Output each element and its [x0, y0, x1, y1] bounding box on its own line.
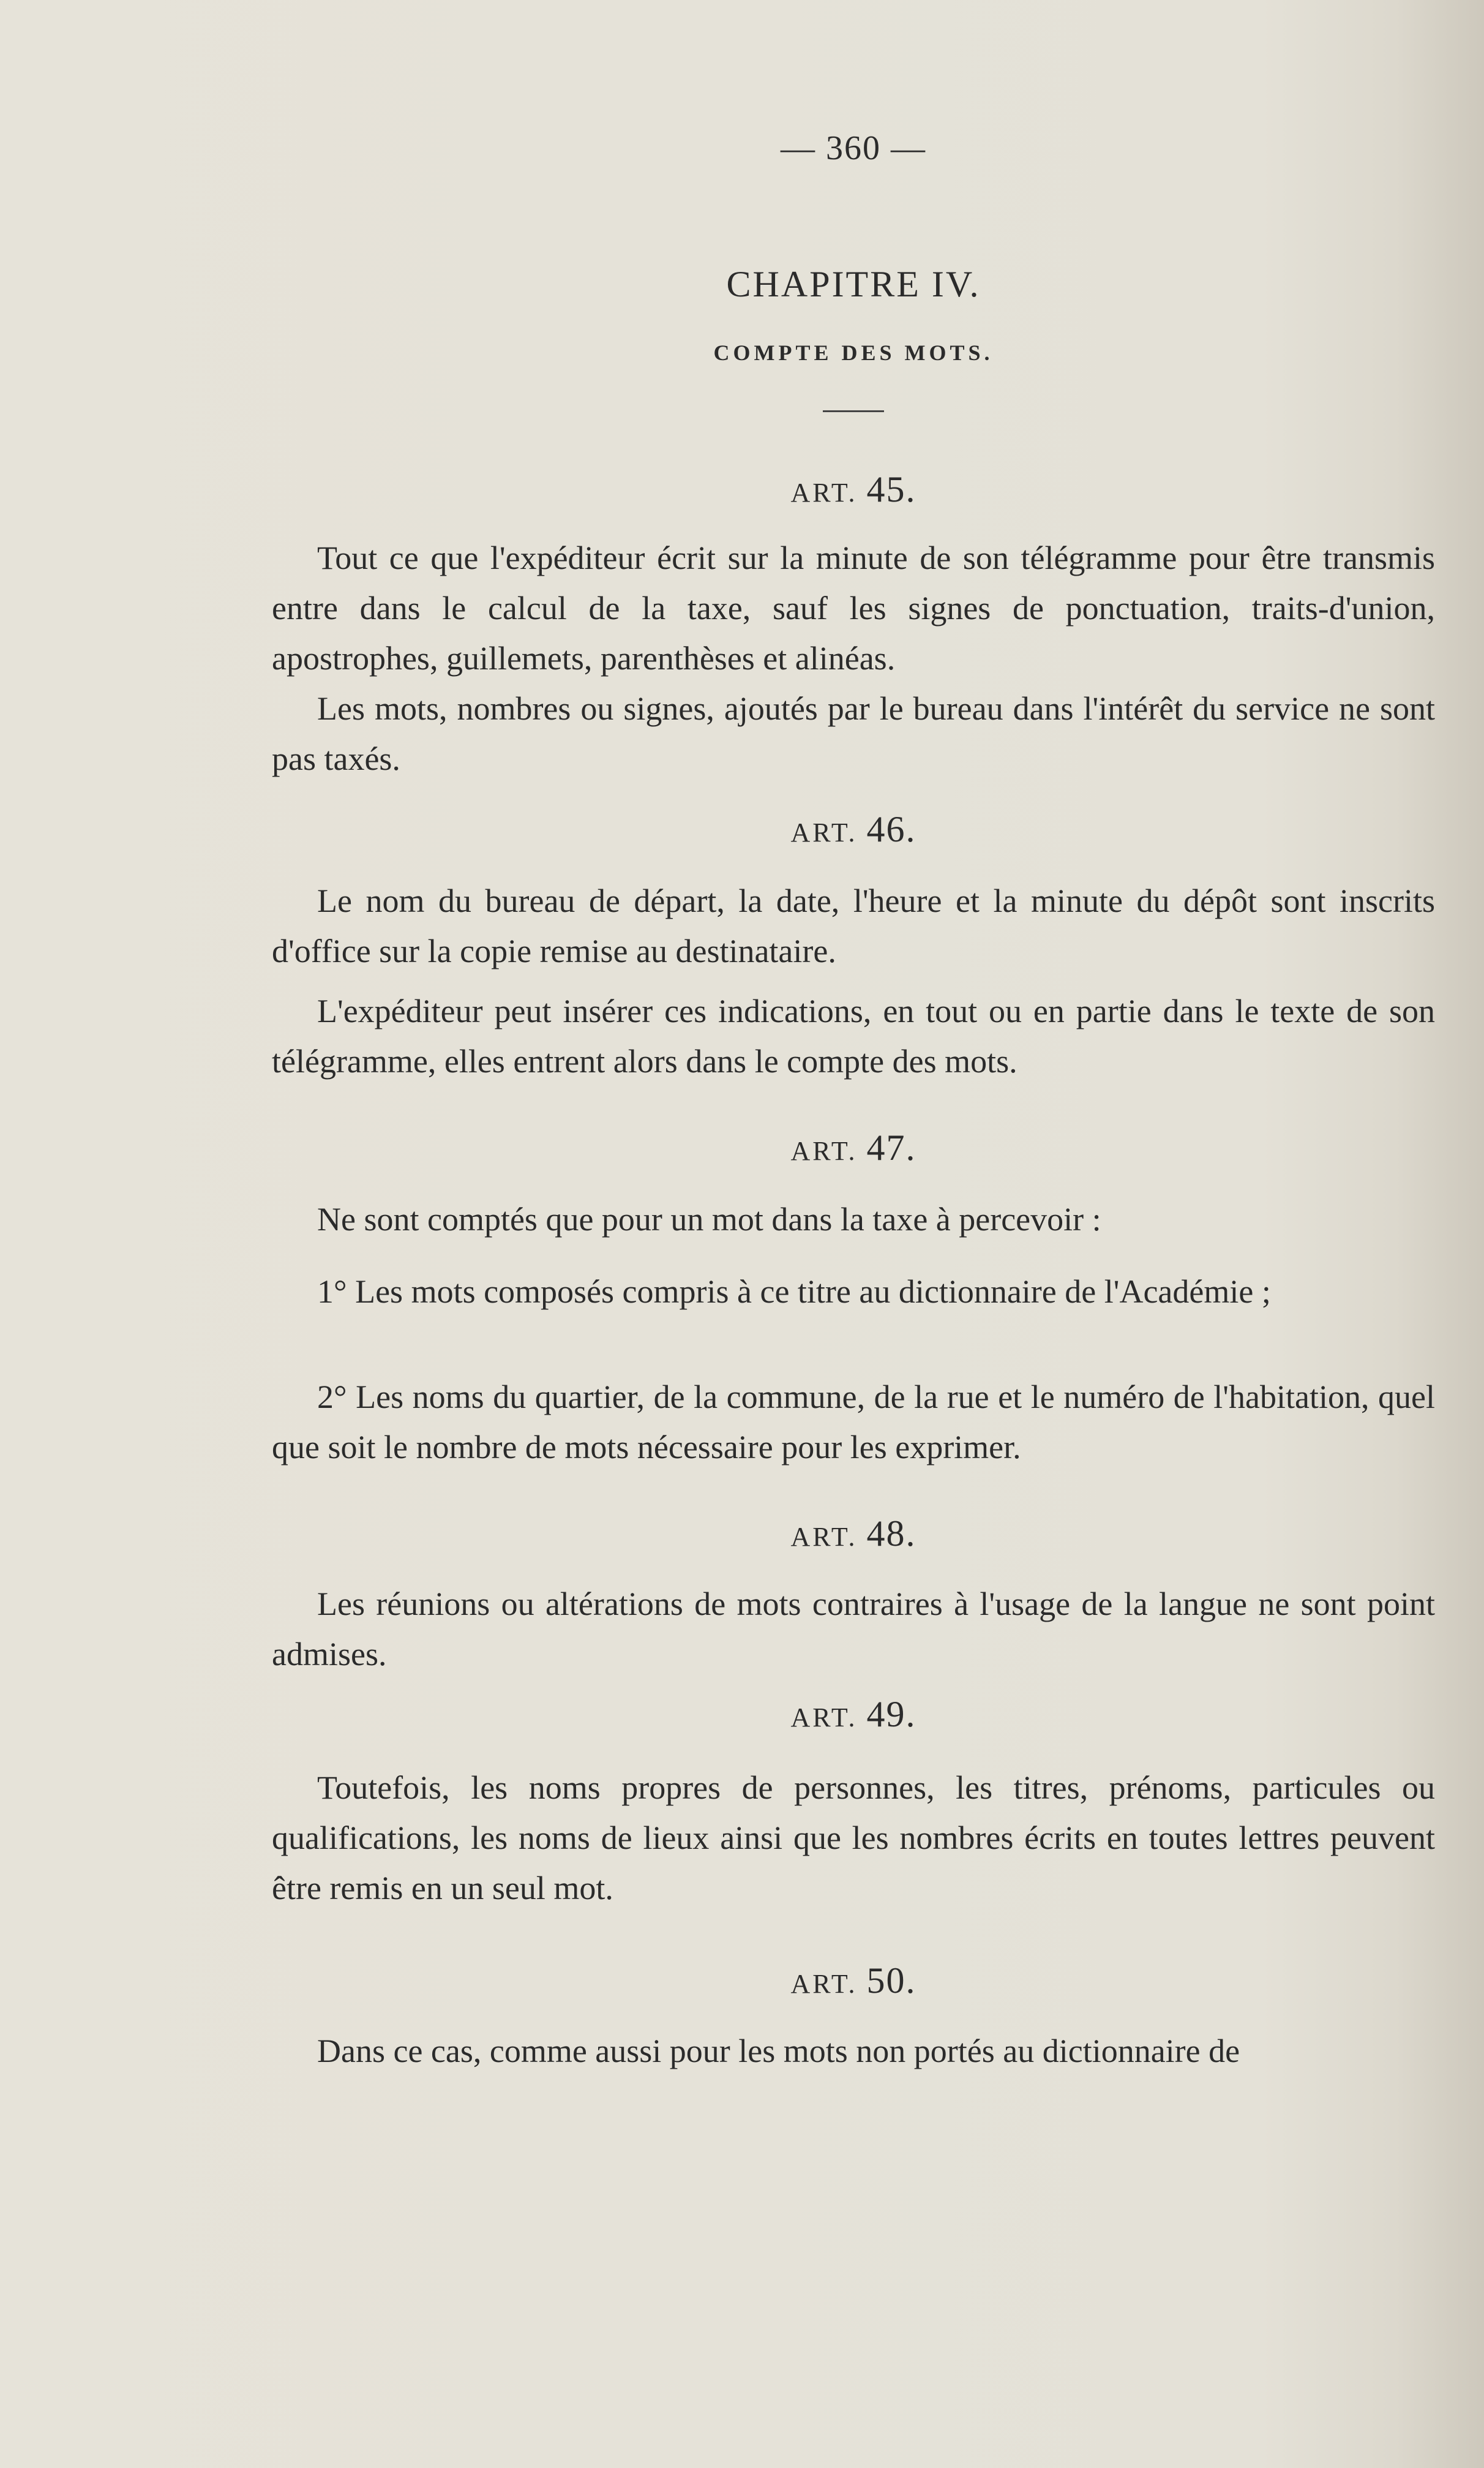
article-label: ART. — [790, 1136, 858, 1166]
article-label: ART. — [790, 818, 858, 848]
article-49-paragraph-1: Toutefois, les noms propres de personnes, les titres, prénoms, particules ou qualifications, les noms de lieux ainsi que les nombres écrits en toutes lettres peuvent être remis en un seul mot. — [272, 1769, 1435, 1906]
section-title: COMPTE DES MOTS. — [713, 340, 994, 365]
article-heading-49 — [272, 1693, 1435, 1736]
article-heading-50 — [272, 1960, 1435, 2002]
article-number: 49. — [866, 1694, 916, 1734]
article-number: 47. — [866, 1127, 916, 1168]
article-label: ART. — [790, 1969, 858, 1999]
article-45-paragraph-1: Tout ce que l'expéditeur écrit sur la minute de son télégramme pour être transmis entre dans le calcul de la taxe, sauf les signes de ponctuation, traits-d'union, apostrophes, guillemets, parenthèses et alinéas. — [272, 540, 1435, 677]
article-50-paragraph-1: Dans ce cas, comme aussi pour les mots non portés au dictionnaire de — [317, 2033, 1240, 2069]
section-divider — [823, 410, 884, 412]
article-number: 45. — [866, 469, 916, 510]
article-label: ART. — [790, 1702, 858, 1732]
article-47-paragraph-2: 1° Les mots composés compris à ce titre au dictionnaire de l'Académie ; — [317, 1273, 1271, 1310]
article-number: 50. — [866, 1960, 916, 2001]
article-46-paragraph-2: L'expéditeur peut insérer ces indications, en tout ou en partie dans le texte de son télégramme, elles entrent alors dans le compte des mots. — [272, 993, 1435, 1080]
article-label: ART. — [790, 1522, 858, 1552]
article-47-paragraph-3: 2° Les noms du quartier, de la commune, de la rue et le numéro de l'habitation, quel que soit le nombre de mots nécessaire pour les exprimer. — [272, 1379, 1435, 1465]
page-number: — 360 — — [781, 129, 926, 167]
article-number: 46. — [866, 809, 916, 849]
article-46-paragraph-1: Le nom du bureau de départ, la date, l'heure et la minute du dépôt sont inscrits d'office sur la copie remise au destinataire. — [272, 882, 1435, 969]
article-48-paragraph-1: Les réunions ou altérations de mots contraires à l'usage de la langue ne sont point admises. — [272, 1586, 1435, 1672]
article-heading-47 — [272, 1127, 1435, 1169]
chapter-title: CHAPITRE IV. — [726, 264, 981, 304]
article-47-paragraph-1: Ne sont comptés que pour un mot dans la taxe à percevoir : — [317, 1201, 1101, 1238]
article-45-paragraph-2: Les mots, nombres ou signes, ajoutés par le bureau dans l'intérêt du service ne sont pas taxés. — [272, 690, 1435, 777]
article-number: 48. — [866, 1513, 916, 1554]
article-heading-46 — [272, 808, 1435, 851]
article-heading-45 — [272, 468, 1435, 511]
article-heading-48 — [272, 1513, 1435, 1555]
article-label: ART. — [790, 478, 858, 508]
